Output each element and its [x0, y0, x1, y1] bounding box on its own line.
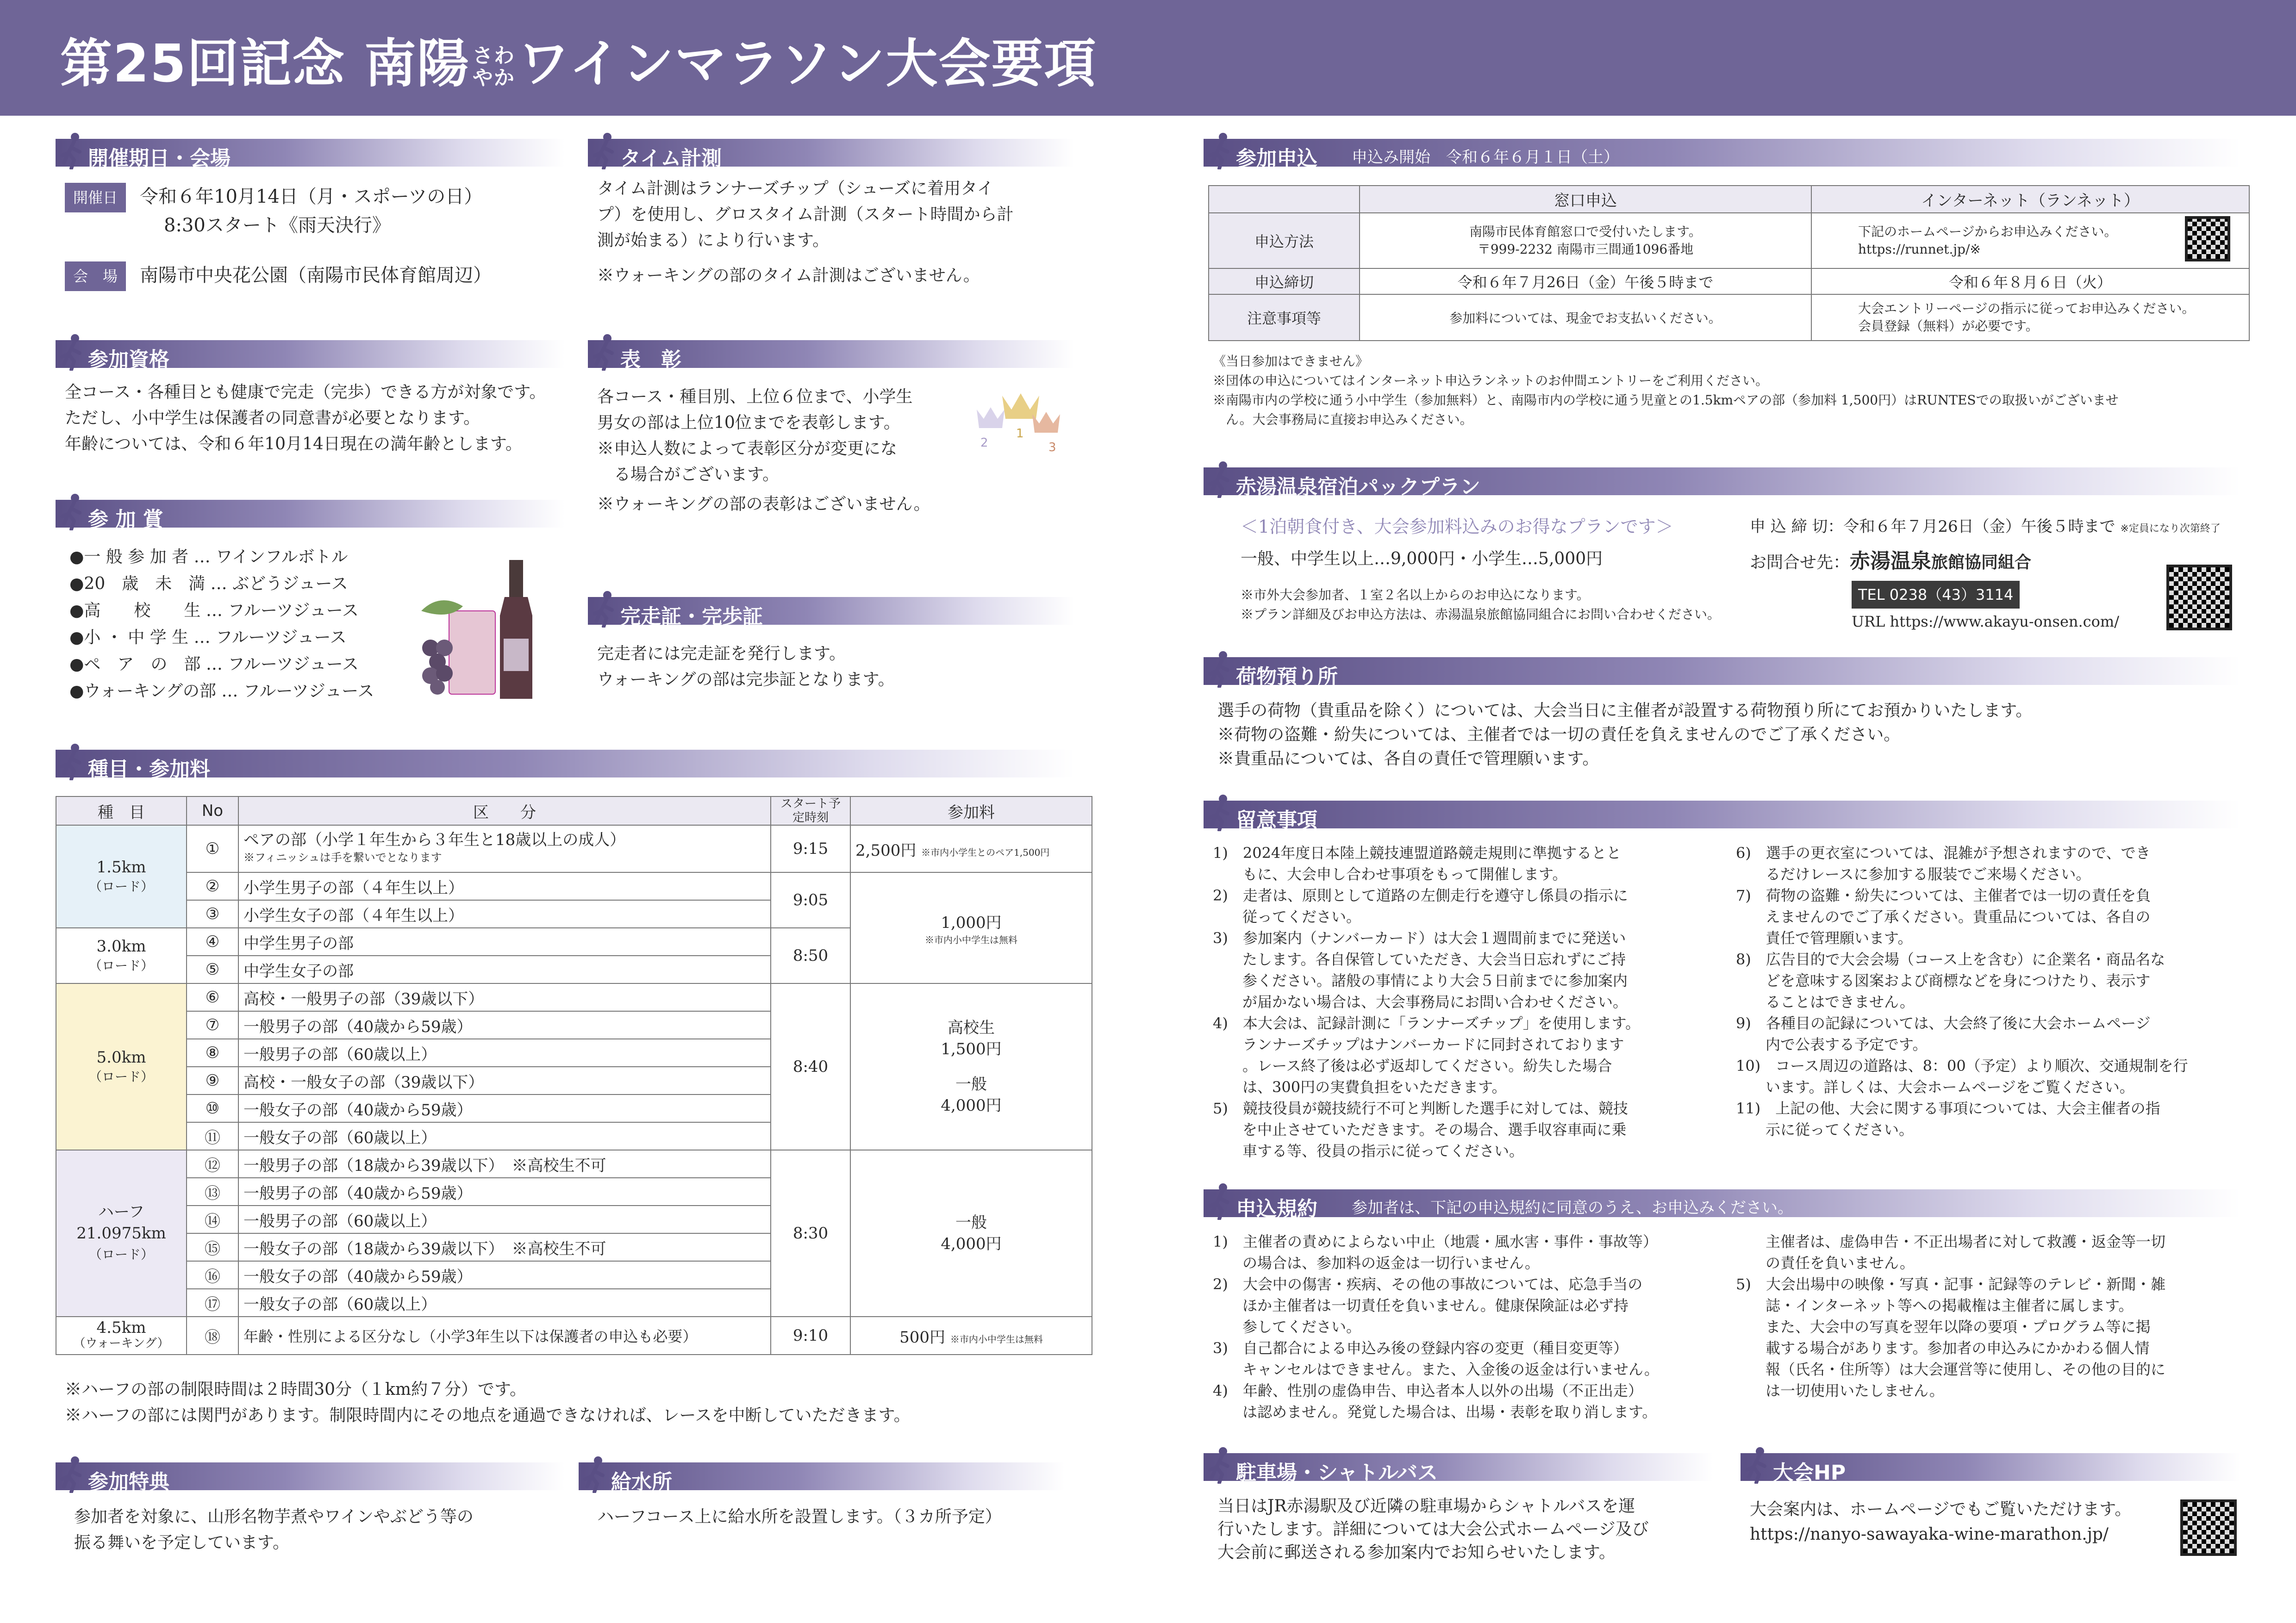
runner-icon [58, 493, 86, 530]
section-header-bar [56, 500, 565, 531]
events-fee-table [56, 796, 1092, 1355]
table-row: 申込締切 令和６年７月26日（金）午後５時まで 令和６年８月６日（火） [1209, 268, 2249, 294]
section-heading: 赤湯温泉宿泊パックプラン [1236, 475, 1480, 499]
section-heading: 給水所 [611, 1470, 672, 1494]
section-header-bar [1204, 801, 2240, 832]
terms-left: 1) 主催者の責めによらない中止（地震・風水害・事件・事故等） の場合は、参加料の返金は一切行いません。 2) 大会中の傷害・疾病、その他の事故については、応急手当の ほか主催者は一切責任を負いません。健康保険証は必ず持 参してください。 3) 自己都合による申込み後の登録内容の変更（種目変更等） キャンセルはできません。また、入金後の返金は行いません。 4) 年齢、性別の虚偽申告、申込者本人以外の出場（不正出走） は認めません。発覚した場合は、出場・表彰を取り消します。 [1213, 1233, 1659, 1421]
section-heading: 種目・参加料 [88, 758, 210, 781]
section-heading: 参加特典 [88, 1470, 169, 1494]
section-subheading: 申込み開始 令和６年６月１日（土） [1352, 148, 1619, 167]
qr-code[interactable] [2180, 1499, 2237, 1556]
list-item: ●一 般 参 加 者 … ワインフルボトル [69, 547, 348, 566]
section-heading: 参加申込 [1236, 147, 1317, 170]
runner-icon [1206, 651, 1234, 688]
section-heading: 駐車場・シャトルバス [1236, 1461, 1438, 1485]
runner-icon [1743, 1447, 1771, 1484]
runner-icon [58, 132, 86, 169]
text-line: ※南陽市内の学校に通う小中学生（参加無料）と、南陽市内の学校に通う児童との1.5kmペアの部（参加料 1,500円）はRUNTESでの取扱いがございませ [1213, 392, 2119, 408]
section-header-bar [56, 340, 565, 372]
runner-icon [591, 591, 618, 628]
table-row: ③ 小学生女子の部（４年生以上） [56, 900, 1092, 928]
text-line: 当日はJR赤湯駅及び近隣の駐車場からシャトルバスを運 [1217, 1497, 1635, 1516]
plan-price: 一般、中学生以上…9,000円・小学生…5,000円 [1241, 549, 1603, 568]
wine-and-grapes-illustration [412, 555, 551, 703]
text-line: 大会案内は、ホームページでもご覧いただけます。 [1750, 1500, 2132, 1519]
svg-text:3: 3 [1048, 441, 1056, 454]
text-line: 完走者には完走証を発行します。 [597, 644, 846, 663]
svg-text:1: 1 [1016, 427, 1024, 441]
runner-icon [581, 1456, 609, 1493]
table-header-row [1209, 186, 2249, 213]
runner-icon [1206, 794, 1234, 831]
row-header: 申込締切 [1209, 268, 1360, 294]
venue-label: 会 場 [65, 261, 126, 291]
section-heading: 参 加 賞 [88, 508, 163, 531]
column-header: インターネット（ランネット） [1811, 186, 2249, 213]
column-header: 参加料 [850, 796, 1092, 825]
venue: 南陽市中央花公園（南陽市民体育館周辺） [140, 265, 492, 286]
section-header-bar [1204, 1453, 1713, 1485]
table-row: 申込方法 南陽市民体育館窓口で受付いたします。 〒999-2232 南陽市三間通1096番地 下記のホームページからお申込みください。 https://runnet.jp/※ [1209, 213, 2249, 268]
section-header-bar [588, 340, 1074, 372]
runner-icon [58, 1456, 86, 1493]
table-note: ※ハーフの部の制限時間は２時間30分（１km約７分）です。 [65, 1380, 527, 1399]
section-heading: 荷物預り所 [1236, 665, 1338, 689]
section-heading: タイム計測 [620, 147, 722, 170]
list-item: ●20 歳 未 満 … ぶどうジュース [69, 574, 348, 593]
text-line: 各コース・種目別、上位６位まで、小学生 [597, 387, 913, 406]
table-row: 4.5km （ウォーキング） ⑱ 年齢・性別による区分なし（小学3年生以下は保護者の申込も必要） 9:10 500円 ※市内小中学生は無料 [56, 1317, 1092, 1355]
phone-number: TEL 0238（43）3114 [1852, 581, 2020, 609]
runner-icon [1206, 1183, 1234, 1220]
course-cell: ハーフ 21.0975km （ロード） [56, 1150, 187, 1317]
table-row: ⑭ 一般男子の部（60歳以上） [56, 1206, 1092, 1233]
plan-deadline: 申 込 締 切：令和６年７月26日（金）午後５時まで [1750, 517, 2115, 536]
runner-icon [1206, 461, 1234, 498]
text-line: 測が始まる）により行います。 [597, 231, 830, 250]
section-heading: 開催期日・会場 [88, 147, 231, 170]
page-title: 第25回記念 南陽 さわ やかワインマラソン大会要項 [60, 34, 1097, 94]
list-item: ●ウォーキングの部 … フルーツジュース [69, 682, 374, 701]
runner-icon [58, 743, 86, 780]
text-line: ※団体の申込についてはインターネット申込ランネットのお仲間エントリーをご利用ください。 [1213, 373, 1769, 388]
course-cell: 1.5km （ロード） [56, 825, 187, 928]
table-row: ⑤ 中学生女子の部 [56, 956, 1092, 983]
crown-icon [967, 386, 1069, 470]
text-line: ※申込人数によって表彰区分が変更にな [597, 439, 898, 458]
section-subheading: 参加者は、下記の申込規約に同意のうえ、お申込みください。 [1352, 1199, 1794, 1217]
section-header-bar [56, 1462, 565, 1494]
text-line: 大会前に郵送される参加案内でお知らせいたします。 [1217, 1543, 1616, 1562]
table-row: ハーフ 21.0975km （ロード） ⑫ 一般男子の部（18歳から39歳以下） ※高校生不可 8:30 一般 4,000円 [56, 1150, 1092, 1178]
section-header-bar [1204, 139, 2240, 170]
section-header-bar [1204, 467, 2240, 499]
list-item: ●小 ・ 中 学 生 … フルーツジュース [69, 628, 347, 647]
text-line: ウォーキングの部は完歩証となります。 [597, 670, 895, 689]
text-line: ※市外大会参加者、１室２名以上からのお申込になります。 [1241, 587, 1590, 603]
text-line: ※貴重品については、各自の責任で管理願います。 [1217, 749, 1599, 768]
text-line: 年齢については、令和６年10月14日現在の満年齢とします。 [65, 435, 523, 454]
text-line: 参加者を対象に、山形名物芋煮やワインやぶどう等の [74, 1507, 474, 1526]
row-header: 申込方法 [1209, 213, 1360, 268]
section-heading: 申込規約 [1236, 1197, 1317, 1221]
section-heading: 完走証・完歩証 [620, 605, 763, 628]
text-line: 選手の荷物（貴重品を除く）については、大会当日に主催者が設置する荷物預り所にてお預かりいたします。 [1217, 701, 2033, 720]
text-line: ※ウォーキングの部のタイム計測はございません。 [597, 266, 980, 285]
course-cell: 4.5km （ウォーキング） [56, 1317, 187, 1355]
text-line: 振る舞いを予定しています。 [74, 1533, 290, 1552]
section-heading: 大会HP [1773, 1461, 1846, 1485]
table-row: ⑦ 一般男子の部（40歳から59歳） [56, 1011, 1092, 1039]
course-cell: 5.0km （ロード） [56, 983, 187, 1150]
text-line: ん。大会事務局に直接お申込みください。 [1213, 412, 1473, 427]
section-header-bar [588, 597, 1074, 628]
table-row: ⑨ 高校・一般女子の部（39歳以下） [56, 1067, 1092, 1094]
runner-icon [1206, 132, 1234, 169]
qr-code[interactable] [2166, 565, 2232, 630]
section-header-bar [588, 139, 1074, 170]
event-date: 令和６年10月14日（月・スポーツの日） [140, 186, 483, 207]
runner-icon [591, 334, 618, 371]
akayu-url[interactable]: URL https://www.akayu-onsen.com/ [1852, 613, 2119, 630]
table-row: 注意事項等 参加料については、現金でお支払いください。 大会エントリーページの指示に従ってお申込みください。 会員登録（無料）が必要です。 [1209, 294, 2249, 341]
runner-icon [1206, 1447, 1234, 1484]
table-header-row [56, 796, 1092, 825]
svg-text:2: 2 [980, 436, 988, 450]
section-header-bar [56, 139, 565, 170]
section-header-bar [579, 1462, 1065, 1494]
text-line: 男女の部は上位10位までを表彰します。 [597, 413, 900, 432]
table-row: 5.0km （ロード） ⑥ 高校・一般男子の部（39歳以下） 8:40 高校生 1,500円 一般 4,000円 [56, 983, 1092, 1011]
start-time: 8:30スタート《雨天決行》 [164, 215, 391, 236]
section-heading: 表 彰 [620, 348, 681, 372]
hp-url[interactable]: https://nanyo-sawayaka-wine-marathon.jp/ [1750, 1525, 2109, 1544]
column-header: 窓口申込 [1360, 186, 1811, 213]
text-line: ※荷物の盗難・紛失については、主催者では一切の責任を負えませんのでご了承ください。 [1217, 725, 1901, 744]
column-header: 区 分 [238, 796, 771, 825]
akayu-logo: 赤湯温泉 [1850, 549, 1932, 573]
table-row: ⑧ 一般男子の部（60歳以上） [56, 1039, 1092, 1067]
table-row: ② 小学生男子の部（４年生以上） 9:05 1,000円 ※市内小中学生は無料 [56, 872, 1092, 900]
terms-right: 主催者は、虚偽申告・不正出場者に対して救護・返金等一切 の責任を負いません。 5) 大会出場中の映像・写真・記事・記録等のテレビ・新聞・雑 誌・インターネット等への掲載権は主催者に属します。 また、大会中の写真を翌年以降の要項・プログラム等に掲 載する場合があります。参加者の申込みにかかわる個人情 報（氏名・住所等）は大会運営等に使用し、その他の目的に は一切使用いたしません。 [1736, 1233, 2166, 1399]
runner-icon [591, 132, 618, 169]
table-row: ⑰ 一般女子の部（60歳以上） [56, 1289, 1092, 1317]
section-heading: 留意事項 [1236, 808, 1317, 832]
notes-left: 1) 2024年度日本陸上競技連盟道路競走規則に準拠するとと もに、大会申し合わせ事項をもって開催します。 2) 走者は、原則として道路の左側走行を遵守し係員の指示に 従ってください。 3) 参加案内（ナンバーカード）は大会１週間前までに発送い たします。各自保管していただき、大会当日忘れずにご持 参ください。諸般の事情により大会５日前までに参加案内 が届かない場合は、大会事務局にお問い合わせください。 4) 本大会は、記録計測に「ランナーズチップ」を使用します。 ランナーズチップはナンバーカードに同封されております 。レース終了後は必ず返却してください。紛失した場合 は、300円の実費負担をいただきます。 5) 競技役員が競技続行不可と判断した選手に対しては、競技 を中止させていただきます。その場合、選手収容車両に乗 車する等、役員の指示に従ってください。 [1213, 844, 1641, 1160]
table-row: ⑬ 一般男子の部（40歳から59歳） [56, 1178, 1092, 1206]
table-row: ⑪ 一般女子の部（60歳以上） [56, 1122, 1092, 1150]
notes-right: 6) 選手の更衣室については、混雑が予想されますので、でき るだけレースに参加する服装でご来場ください。 7) 荷物の盗難・紛失については、主催者では一切の責任を負 えませんのでご了承ください。貴重品については、各自の 責任で管理願います。 8) 広告目的で大会会場（コース上を含む）に企業名・商品名な どを意味する図案および商標などを身につけたり、表示す ることはできません。 9) 各種目の記録については、大会終了後に大会ホームページ 内で公表する予定です。 10) コース周辺の道路は、8：00（予定）より順次、交通規制を行 います。詳しくは、大会ホームページをご覧ください。 11) 上記の他、大会に関する事項については、大会主催者の指 示に従ってください。 [1736, 844, 2188, 1138]
table-note: ※ハーフの部には関門があります。制限時間内にその地点を通過できなければ、レースを中断していただきます。 [65, 1406, 911, 1425]
column-header: スタート予定時刻 [771, 796, 850, 825]
section-header-bar [56, 750, 1074, 781]
section-header-bar [1204, 657, 2240, 689]
list-item: ●ペ ア の 部 … フルーツジュース [69, 655, 359, 674]
text-line: ハーフコース上に給水所を設置します。（３カ所予定） [597, 1507, 1002, 1526]
text-line: プ）を使用し、グロスタイム計測（スタート時間から計 [597, 205, 1014, 224]
section-header-bar [1204, 1189, 2240, 1221]
application-table [1208, 185, 2250, 341]
table-row: 1.5km （ロード） ① ペアの部（小学１年生から３年生と18歳以上の成人） ※フィニッシュは手を繋いでとなります 9:15 2,500円 ※市内小学生とのペア1,500円 [56, 825, 1092, 872]
table-row: ⑯ 一般女子の部（40歳から59歳） [56, 1261, 1092, 1289]
table-row: ⑩ 一般女子の部（40歳から59歳） [56, 1094, 1092, 1122]
text-line: 《当日参加はできません》 [1213, 354, 1369, 369]
course-cell: 3.0km （ロード） [56, 928, 187, 983]
plan-catchphrase: ＜1泊朝食付き、大会参加料込みのお得なプランです＞ [1241, 516, 1673, 537]
section-heading: 参加資格 [88, 348, 169, 372]
text-line: タイム計測はランナーズチップ（シューズに着用タイ [597, 179, 994, 198]
date-label: 開催日 [65, 183, 126, 212]
qr-code[interactable] [2185, 216, 2230, 261]
row-header: 注意事項等 [1209, 294, 1360, 341]
column-header: No [187, 796, 238, 825]
column-header: 種 目 [56, 796, 187, 825]
text-line: 行いたします。詳細については大会公式ホームページ及び [1217, 1520, 1649, 1539]
table-row: ⑮ 一般女子の部（18歳から39歳以下） ※高校生不可 [56, 1233, 1092, 1261]
section-header-bar [1741, 1453, 2240, 1485]
table-row: 3.0km （ロード） ④ 中学生男子の部 8:50 [56, 928, 1092, 956]
list-item: ●高 校 生 … フルーツジュース [69, 601, 359, 620]
text-line: る場合がございます。 [597, 465, 780, 484]
text-line: ※ウォーキングの部の表彰はございません。 [597, 495, 930, 514]
text-line: 全コース・各種目とも健康で完走（完歩）できる方が対象です。 [65, 383, 546, 402]
text-line: ※プラン詳細及びお申込方法は、赤湯温泉旅館協同組合にお問い合わせください。 [1241, 607, 1721, 622]
text-line: ただし、小中学生は保護者の同意書が必要となります。 [65, 409, 480, 428]
runner-icon [58, 334, 86, 371]
